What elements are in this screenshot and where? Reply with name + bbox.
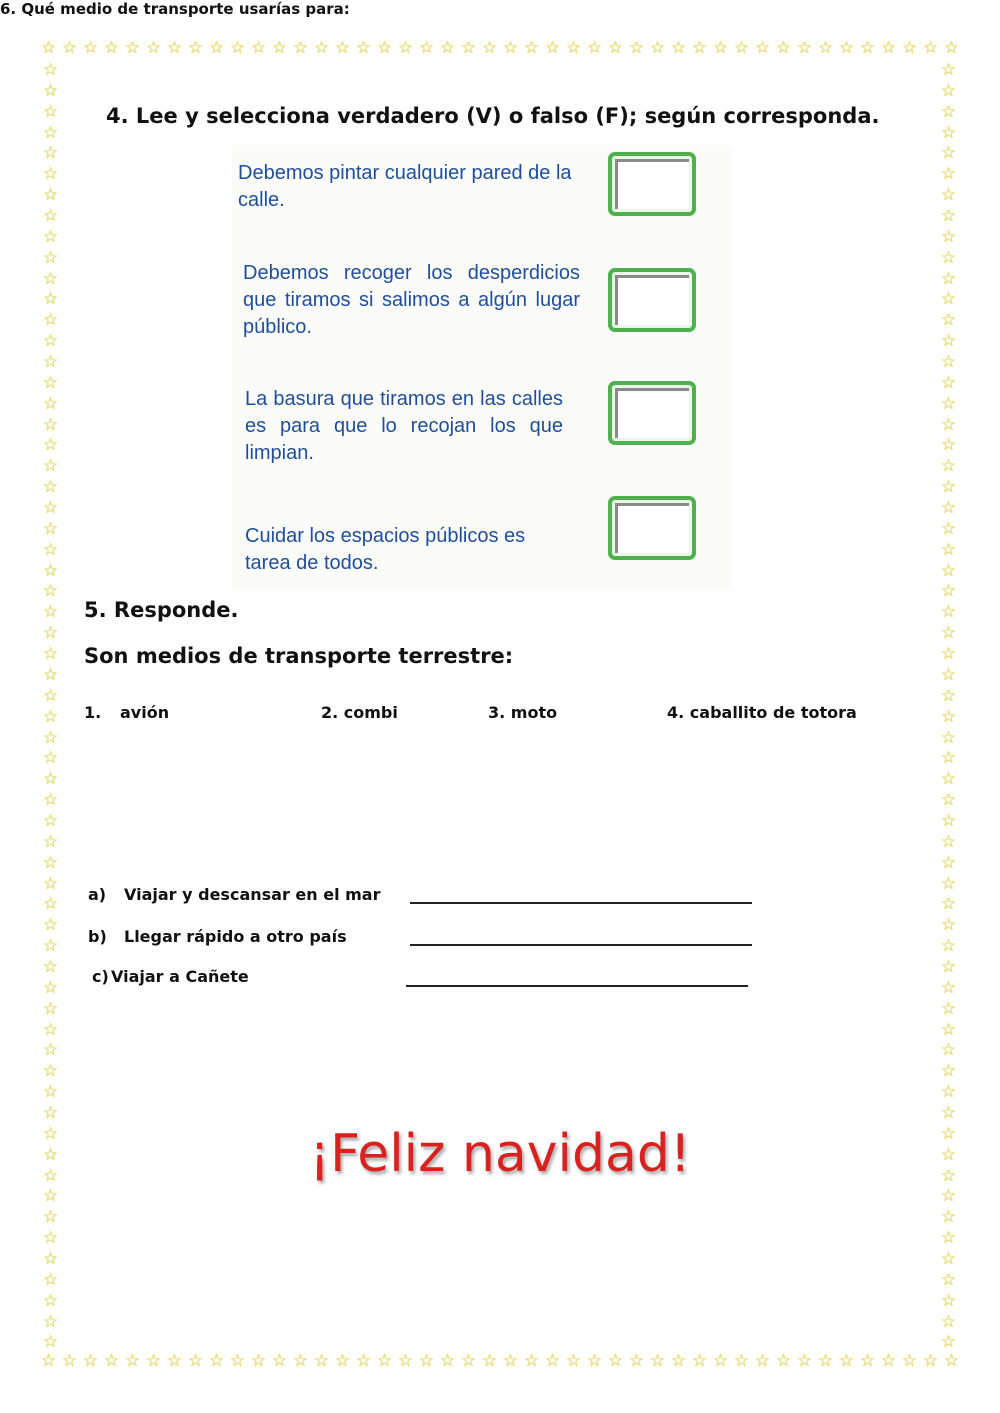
star-icon: ☆ — [334, 38, 351, 58]
star-icon: ☆ — [42, 831, 59, 852]
star-icon: ☆ — [42, 122, 59, 143]
star-icon: ☆ — [439, 1351, 456, 1371]
star-icon: ☆ — [42, 352, 59, 373]
star-icon: ☆ — [940, 894, 957, 915]
star-icon: ☆ — [940, 644, 957, 665]
star-border-bottom — [40, 1353, 960, 1370]
star-icon: ☆ — [42, 268, 59, 289]
star-icon: ☆ — [859, 1351, 876, 1371]
star-icon: ☆ — [42, 1061, 59, 1082]
star-icon: ☆ — [292, 1351, 309, 1371]
star-icon: ☆ — [42, 456, 59, 477]
option-4: 4. caballito de totora — [667, 703, 857, 722]
star-icon: ☆ — [940, 1228, 957, 1249]
star-icon: ☆ — [42, 956, 59, 977]
answer-box-2[interactable] — [608, 268, 696, 332]
star-icon: ☆ — [523, 1351, 540, 1371]
star-icon: ☆ — [42, 936, 59, 957]
star-icon: ☆ — [42, 60, 59, 80]
star-icon: ☆ — [42, 873, 59, 894]
star-icon: ☆ — [42, 518, 59, 539]
star-icon: ☆ — [42, 1082, 59, 1103]
star-icon: ☆ — [940, 1311, 957, 1332]
star-icon: ☆ — [940, 685, 957, 706]
star-icon: ☆ — [42, 1311, 59, 1332]
star-icon: ☆ — [838, 38, 855, 58]
star-icon: ☆ — [940, 1290, 957, 1311]
star-icon: ☆ — [523, 38, 540, 58]
star-border-top — [40, 40, 960, 57]
star-icon: ☆ — [940, 560, 957, 581]
item-a-text: Viajar y descansar en el mar — [124, 885, 381, 904]
star-icon: ☆ — [940, 831, 957, 852]
star-icon: ☆ — [42, 1123, 59, 1144]
option-1-number: 1. — [84, 703, 102, 722]
star-icon: ☆ — [376, 38, 393, 58]
star-icon: ☆ — [940, 1061, 957, 1082]
star-icon: ☆ — [940, 956, 957, 977]
star-icon: ☆ — [691, 1351, 708, 1371]
star-icon: ☆ — [880, 1351, 897, 1371]
star-icon: ☆ — [940, 164, 957, 185]
star-icon: ☆ — [42, 1290, 59, 1311]
star-icon: ☆ — [42, 623, 59, 644]
star-icon: ☆ — [82, 1351, 99, 1371]
star-icon: ☆ — [334, 1351, 351, 1371]
star-icon: ☆ — [250, 38, 267, 58]
star-icon: ☆ — [940, 1144, 957, 1165]
star-icon: ☆ — [42, 477, 59, 498]
answer-box-3[interactable] — [608, 381, 696, 445]
star-icon: ☆ — [42, 664, 59, 685]
star-icon: ☆ — [940, 977, 957, 998]
option-1: avión — [120, 703, 170, 722]
star-icon: ☆ — [940, 727, 957, 748]
star-icon: ☆ — [42, 1040, 59, 1061]
star-icon: ☆ — [922, 1351, 939, 1371]
star-icon: ☆ — [775, 1351, 792, 1371]
star-icon: ☆ — [940, 498, 957, 519]
item-a-label: a) — [88, 885, 107, 904]
star-icon: ☆ — [42, 1207, 59, 1228]
star-icon: ☆ — [943, 38, 960, 58]
star-icon: ☆ — [565, 1351, 582, 1371]
question-5-title: 5. Responde. — [84, 598, 239, 622]
star-icon: ☆ — [940, 289, 957, 310]
star-icon: ☆ — [940, 664, 957, 685]
star-icon: ☆ — [502, 38, 519, 58]
star-icon: ☆ — [42, 644, 59, 665]
star-icon: ☆ — [544, 38, 561, 58]
statement-3: La basura que tiramos en las calles es para que lo recojan los que limpian. — [245, 388, 563, 464]
star-icon: ☆ — [145, 1351, 162, 1371]
star-icon: ☆ — [940, 539, 957, 560]
star-icon: ☆ — [42, 1228, 59, 1249]
star-icon: ☆ — [42, 581, 59, 602]
star-icon: ☆ — [42, 852, 59, 873]
star-icon: ☆ — [940, 1019, 957, 1040]
star-icon: ☆ — [481, 1351, 498, 1371]
star-icon: ☆ — [313, 38, 330, 58]
star-icon: ☆ — [859, 38, 876, 58]
star-icon: ☆ — [940, 915, 957, 936]
star-icon: ☆ — [42, 372, 59, 393]
star-icon: ☆ — [42, 1165, 59, 1186]
star-icon: ☆ — [940, 1123, 957, 1144]
star-icon: ☆ — [670, 1351, 687, 1371]
star-icon: ☆ — [940, 143, 957, 164]
star-icon: ☆ — [940, 206, 957, 227]
star-icon: ☆ — [940, 393, 957, 414]
star-icon: ☆ — [42, 289, 59, 310]
star-icon: ☆ — [42, 1019, 59, 1040]
star-icon: ☆ — [901, 1351, 918, 1371]
star-icon: ☆ — [628, 38, 645, 58]
star-icon: ☆ — [940, 477, 957, 498]
star-icon: ☆ — [940, 372, 957, 393]
star-icon: ☆ — [40, 1351, 57, 1371]
star-icon: ☆ — [712, 1351, 729, 1371]
star-icon: ☆ — [42, 331, 59, 352]
star-icon: ☆ — [42, 790, 59, 811]
star-icon: ☆ — [607, 38, 624, 58]
star-icon: ☆ — [940, 122, 957, 143]
star-icon: ☆ — [649, 1351, 666, 1371]
star-icon: ☆ — [940, 101, 957, 122]
answer-box-4[interactable] — [608, 496, 696, 560]
star-icon: ☆ — [187, 1351, 204, 1371]
star-icon: ☆ — [940, 1248, 957, 1269]
star-icon: ☆ — [940, 936, 957, 957]
star-icon: ☆ — [733, 1351, 750, 1371]
star-icon: ☆ — [940, 1207, 957, 1228]
star-icon: ☆ — [42, 1332, 59, 1353]
star-icon: ☆ — [376, 1351, 393, 1371]
star-icon: ☆ — [42, 727, 59, 748]
star-icon: ☆ — [42, 101, 59, 122]
star-icon: ☆ — [103, 38, 120, 58]
star-icon: ☆ — [940, 1165, 957, 1186]
star-icon: ☆ — [42, 393, 59, 414]
star-icon: ☆ — [40, 38, 57, 58]
question-4-title: 4. Lee y selecciona verdadero (V) o falso (F); según corresponda. — [106, 104, 880, 128]
star-icon: ☆ — [42, 998, 59, 1019]
answer-line-b[interactable] — [410, 944, 752, 946]
star-icon: ☆ — [145, 38, 162, 58]
star-icon: ☆ — [940, 1332, 957, 1353]
star-icon: ☆ — [166, 38, 183, 58]
star-icon: ☆ — [271, 1351, 288, 1371]
star-icon: ☆ — [940, 1186, 957, 1207]
star-icon: ☆ — [42, 602, 59, 623]
star-icon: ☆ — [544, 1351, 561, 1371]
star-icon: ☆ — [42, 206, 59, 227]
star-icon: ☆ — [250, 1351, 267, 1371]
star-icon: ☆ — [670, 38, 687, 58]
star-icon: ☆ — [229, 38, 246, 58]
star-icon: ☆ — [208, 1351, 225, 1371]
star-icon: ☆ — [355, 38, 372, 58]
star-icon: ☆ — [940, 60, 957, 80]
star-icon: ☆ — [292, 38, 309, 58]
star-icon: ☆ — [42, 435, 59, 456]
star-icon: ☆ — [42, 1269, 59, 1290]
star-icon: ☆ — [940, 352, 957, 373]
star-icon: ☆ — [586, 38, 603, 58]
star-icon: ☆ — [940, 80, 957, 101]
star-icon: ☆ — [940, 769, 957, 790]
star-icon: ☆ — [103, 1351, 120, 1371]
star-icon: ☆ — [817, 1351, 834, 1371]
star-icon: ☆ — [271, 38, 288, 58]
star-icon: ☆ — [42, 164, 59, 185]
answer-box-1[interactable] — [608, 152, 696, 216]
star-icon: ☆ — [940, 1040, 957, 1061]
option-3: 3. moto — [488, 703, 558, 722]
star-icon: ☆ — [754, 1351, 771, 1371]
statement-2: Debemos recoger los desperdicios que tiramos si salimos a algún lugar público. — [243, 262, 580, 338]
star-icon: ☆ — [42, 247, 59, 268]
star-icon: ☆ — [796, 1351, 813, 1371]
star-icon: ☆ — [42, 560, 59, 581]
star-icon: ☆ — [481, 38, 498, 58]
star-icon: ☆ — [940, 873, 957, 894]
star-icon: ☆ — [42, 769, 59, 790]
star-icon: ☆ — [586, 1351, 603, 1371]
star-icon: ☆ — [940, 185, 957, 206]
star-icon: ☆ — [42, 539, 59, 560]
star-icon: ☆ — [943, 1351, 960, 1371]
item-c-label: c) — [92, 967, 109, 986]
star-icon: ☆ — [940, 518, 957, 539]
star-icon: ☆ — [940, 602, 957, 623]
star-icon: ☆ — [397, 38, 414, 58]
star-icon: ☆ — [42, 1248, 59, 1269]
question-6-title: 6. Qué medio de transporte usarías para: — [0, 0, 350, 18]
star-icon: ☆ — [817, 38, 834, 58]
star-icon: ☆ — [940, 1082, 957, 1103]
star-icon: ☆ — [940, 998, 957, 1019]
star-icon: ☆ — [42, 1144, 59, 1165]
star-icon: ☆ — [82, 38, 99, 58]
star-icon: ☆ — [42, 143, 59, 164]
star-icon: ☆ — [61, 38, 78, 58]
item-c-text: Viajar a Cañete — [111, 967, 249, 986]
star-icon: ☆ — [313, 1351, 330, 1371]
star-icon: ☆ — [460, 1351, 477, 1371]
star-icon: ☆ — [940, 810, 957, 831]
star-icon: ☆ — [42, 915, 59, 936]
star-icon: ☆ — [796, 38, 813, 58]
star-icon: ☆ — [42, 226, 59, 247]
star-icon: ☆ — [439, 38, 456, 58]
star-icon: ☆ — [940, 247, 957, 268]
star-icon: ☆ — [733, 38, 750, 58]
item-b-label: b) — [88, 927, 107, 946]
star-icon: ☆ — [940, 581, 957, 602]
star-icon: ☆ — [187, 38, 204, 58]
star-icon: ☆ — [940, 852, 957, 873]
star-icon: ☆ — [940, 226, 957, 247]
star-icon: ☆ — [628, 1351, 645, 1371]
star-icon: ☆ — [42, 894, 59, 915]
option-2: 2. combi — [321, 703, 398, 722]
star-icon: ☆ — [502, 1351, 519, 1371]
star-icon: ☆ — [42, 977, 59, 998]
star-icon: ☆ — [940, 623, 957, 644]
star-icon: ☆ — [42, 748, 59, 769]
star-icon: ☆ — [607, 1351, 624, 1371]
star-icon: ☆ — [940, 414, 957, 435]
statement-1: Debemos pintar cualquier pared de la calle. — [238, 162, 572, 211]
star-icon: ☆ — [42, 706, 59, 727]
statement-4: Cuidar los espacios públicos es tarea de todos. — [245, 525, 526, 574]
closing-greeting: ¡Feliz navidad! — [309, 1124, 691, 1184]
star-icon: ☆ — [61, 1351, 78, 1371]
star-icon: ☆ — [208, 38, 225, 58]
star-icon: ☆ — [940, 706, 957, 727]
question-5-subtitle: Son medios de transporte terrestre: — [84, 644, 514, 668]
star-icon: ☆ — [42, 498, 59, 519]
star-icon: ☆ — [838, 1351, 855, 1371]
star-icon: ☆ — [460, 38, 477, 58]
answer-line-c[interactable] — [406, 985, 748, 987]
star-icon: ☆ — [124, 38, 141, 58]
star-icon: ☆ — [42, 810, 59, 831]
answer-line-a[interactable] — [410, 902, 752, 904]
star-icon: ☆ — [940, 268, 957, 289]
star-icon: ☆ — [712, 38, 729, 58]
star-icon: ☆ — [229, 1351, 246, 1371]
item-b-text: Llegar rápido a otro país — [124, 927, 347, 946]
star-icon: ☆ — [42, 685, 59, 706]
star-icon: ☆ — [418, 38, 435, 58]
star-icon: ☆ — [124, 1351, 141, 1371]
star-icon: ☆ — [42, 310, 59, 331]
star-icon: ☆ — [42, 414, 59, 435]
star-icon: ☆ — [355, 1351, 372, 1371]
star-icon: ☆ — [940, 1269, 957, 1290]
star-icon: ☆ — [940, 1102, 957, 1123]
star-icon: ☆ — [418, 1351, 435, 1371]
star-icon: ☆ — [649, 38, 666, 58]
star-icon: ☆ — [397, 1351, 414, 1371]
star-icon: ☆ — [940, 748, 957, 769]
star-icon: ☆ — [901, 38, 918, 58]
star-icon: ☆ — [691, 38, 708, 58]
star-icon: ☆ — [42, 80, 59, 101]
star-icon: ☆ — [940, 790, 957, 811]
star-icon: ☆ — [940, 310, 957, 331]
star-icon: ☆ — [940, 456, 957, 477]
star-icon: ☆ — [42, 185, 59, 206]
star-icon: ☆ — [940, 331, 957, 352]
star-icon: ☆ — [940, 435, 957, 456]
star-icon: ☆ — [754, 38, 771, 58]
star-icon: ☆ — [166, 1351, 183, 1371]
star-icon: ☆ — [775, 38, 792, 58]
star-icon: ☆ — [42, 1102, 59, 1123]
star-icon: ☆ — [42, 1186, 59, 1207]
star-icon: ☆ — [880, 38, 897, 58]
star-icon: ☆ — [922, 38, 939, 58]
star-icon: ☆ — [565, 38, 582, 58]
